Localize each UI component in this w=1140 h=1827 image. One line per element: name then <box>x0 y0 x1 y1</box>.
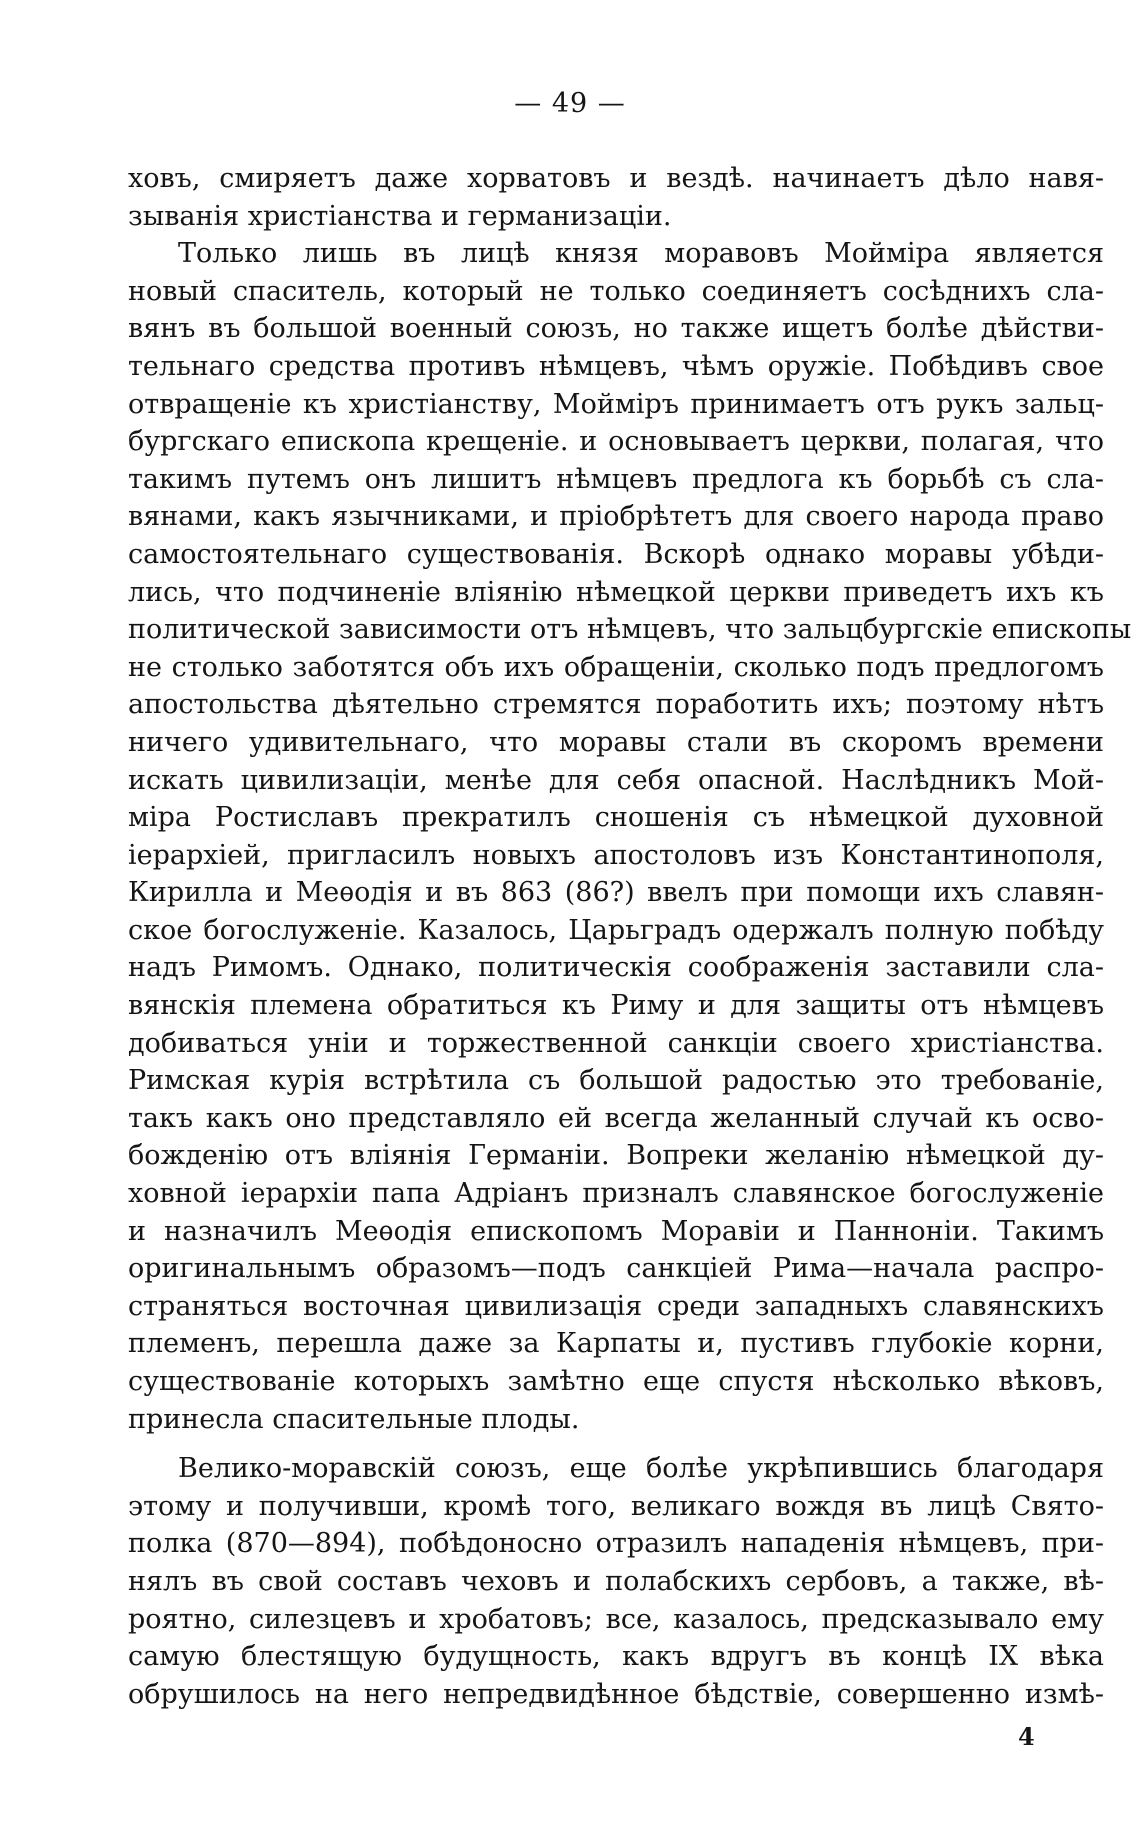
text-line: полка (870—894), побѣдоносно отразилъ нападенія нѣмцевъ, при- <box>128 1528 1104 1560</box>
text-line: міра Ростиславъ прекратилъ сношенія съ нѣмецкой духовной <box>128 802 1104 834</box>
text-line: лись, что подчиненіе вліянію нѣмецкой церкви приведетъ ихъ къ <box>128 576 1104 608</box>
text-line: вянами, какъ язычниками, и пріобрѣтетъ для своего народа право <box>128 501 1104 533</box>
text-line: не столько заботятся объ ихъ обращеніи, сколько подъ предлогомъ <box>128 651 1104 683</box>
text-line: такъ какъ оно представляло ей всегда желанный случай къ осво- <box>128 1102 1104 1134</box>
paragraph <box>128 1450 1104 1713</box>
text-line: бургскаго епископа крещеніе. и основываетъ церкви, полагая, что <box>128 426 1104 458</box>
text-line: нялъ въ свой составъ чеховъ и полабскихъ сербовъ, а также, вѣ- <box>128 1565 1104 1597</box>
text-line: племенъ, перешла даже за Карпаты и, пустивъ глубокіе корни, <box>128 1328 1104 1360</box>
text-line: и назначилъ Меѳодія епископомъ Моравіи и Панноніи. Такимъ <box>128 1215 1104 1247</box>
text-line: Только лишь въ лицѣ князя моравовъ Мойміра является <box>178 238 1104 270</box>
text-line: обрушилось на него непредвидѣнное бѣдствіе, совершенно измѣ- <box>128 1678 1104 1710</box>
page-number: — 49 — <box>514 88 626 119</box>
text-line: Велико-моравскій союзъ, еще болѣе укрѣпившись благодаря <box>178 1453 1104 1485</box>
text-line: ское богослуженіе. Казалось, Царьградъ одержалъ полную побѣду <box>128 914 1104 946</box>
text-line: роятно, силезцевъ и хробатовъ; все, казалось, предсказывало ему <box>128 1603 1104 1635</box>
text-line: страняться восточная цивилизація среди западныхъ славянскихъ <box>128 1290 1104 1322</box>
text-line: новый спаситель, который не только соединяетъ сосѣднихъ сла- <box>128 275 1104 307</box>
text-line: зыванія христіанства и германизаціи. <box>128 200 672 232</box>
text-line: самую блестящую будущность, какъ вдругъ въ концѣ IX вѣка <box>128 1641 1104 1673</box>
text-line: самостоятельнаго существованія. Вскорѣ однако моравы убѣди- <box>128 538 1104 570</box>
text-line: вянъ въ большой военный союзъ, но также ищетъ болѣе дѣйстви- <box>128 313 1104 345</box>
paragraph <box>128 235 1132 1438</box>
text-line: такимъ путемъ онъ лишитъ нѣмцевъ предлога къ борьбѣ съ сла- <box>128 463 1104 495</box>
text-line: ховъ, смиряетъ даже хорватовъ и вездѣ. начинаетъ дѣло навя- <box>128 163 1104 194</box>
text-line: іерархіей, пригласилъ новыхъ апостоловъ изъ Константинополя, <box>128 839 1104 871</box>
text-line: Римская курія встрѣтила съ большой радостью это требованіе, <box>128 1065 1104 1097</box>
text-line: вянскія племена обратиться къ Риму и для защиты отъ нѣмцевъ <box>128 990 1104 1022</box>
text-body <box>128 160 1132 1713</box>
paragraph-gap <box>128 1438 1104 1450</box>
signature-mark: 4 <box>1018 1722 1035 1751</box>
text-line: оригинальнымъ образомъ—подъ санкціей Рима—начала распро- <box>128 1253 1104 1285</box>
text-line: искать цивилизаціи, менѣе для себя опасной. Наслѣдникъ Мой- <box>128 764 1104 796</box>
text-line: ховной іерархіи папа Адріанъ призналъ славянское богослуженіе <box>128 1178 1104 1210</box>
text-line: надъ Римомъ. Однако, политическія соображенія заставили сла- <box>128 952 1104 984</box>
text-line: апостольства дѣятельно стремятся поработить ихъ; поэтому нѣтъ <box>128 689 1104 721</box>
text-line: тельнаго средства противъ нѣмцевъ, чѣмъ оружіе. Побѣдивъ свое <box>128 350 1104 382</box>
text-line: добиваться уніи и торжественной санкціи своего христіанства. <box>128 1027 1104 1059</box>
text-line: этому и получивши, кромѣ того, великаго вождя въ лицѣ Свято- <box>128 1490 1104 1522</box>
text-line: божденію отъ вліянія Германіи. Вопреки желанію нѣмецкой ду- <box>128 1140 1104 1172</box>
text-line: Кирилла и Меѳодія и въ 863 (86?) ввелъ при помощи ихъ славян- <box>128 877 1104 909</box>
text-line: отвращеніе къ христіанству, Мойміръ принимаетъ отъ рукъ зальц- <box>128 388 1104 420</box>
text-line: принесла спасительные плоды. <box>128 1403 580 1435</box>
text-line: ничего удивительнаго, что моравы стали въ скоромъ времени <box>128 726 1104 758</box>
text-line: существованіе которыхъ замѣтно еще спустя нѣсколько вѣковъ, <box>128 1366 1104 1397</box>
paragraph <box>128 160 1104 235</box>
text-line: политической зависимости отъ нѣмцевъ, что зальцбургскіе епископы <box>128 614 1132 646</box>
